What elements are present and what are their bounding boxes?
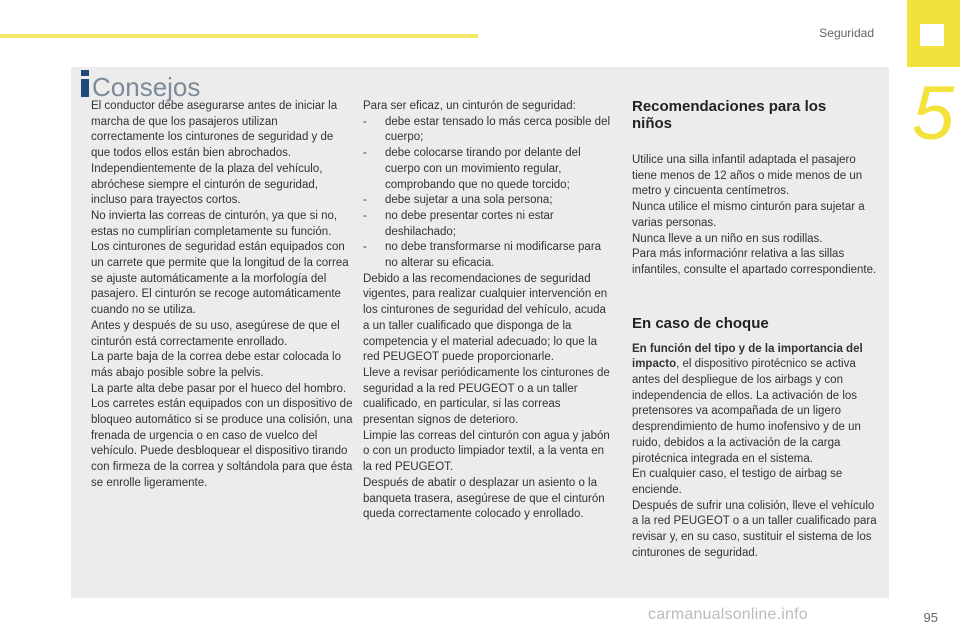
paragraph: El conductor debe asegurarse antes de iniciar la marcha de que los pasajeros utilizan correctamente los cinturones de seguridad y de que todos ellos están bien abrochados. bbox=[91, 100, 338, 160]
paragraph: Después de abatir o desplazar un asiento o la banqueta trasera, asegúrese de que el cinturón queda correctamente colocado y enrollado. bbox=[363, 476, 605, 521]
paragraph: Los carretes están equipados con un dispositivo de bloqueo automático si se produce una colisión, una frenada de urgencia o en caso de vuelco del vehículo. Puede desbloquear el dispositivo tirando con firmeza de la correa y soltándola para que ésta se enrolle ligeramente. bbox=[91, 398, 353, 489]
bold-lead: En función del tipo y de la importancia del impacto bbox=[632, 342, 863, 371]
paragraph: La parte alta debe pasar por el hueco del hombro. bbox=[91, 382, 347, 395]
paragraph: Los cinturones de seguridad están equipados con un carrete que permite que la longitud de la correa se ajuste automáticamente a la morfología del pasajero. El cinturón se recoge automáticamente cuando no se utiliza. bbox=[91, 241, 349, 317]
paragraph: Nunca utilice el mismo cinturón para sujetar a varias personas. bbox=[632, 201, 865, 229]
paragraph: Limpie las correas del cinturón con agua y jabón o con un producto limpiador textil, a la venta en la red PEUGEOT. bbox=[363, 429, 610, 474]
column-1 bbox=[91, 99, 353, 492]
watermark: carmanualsonline.info bbox=[648, 606, 808, 623]
intro-text: Para ser eficaz, un cinturón de seguridad: bbox=[363, 100, 576, 112]
column-2 bbox=[363, 99, 613, 523]
chapter-number: 5 bbox=[911, 71, 955, 156]
paragraph: Después de sufrir una colisión, lleve el vehículo a la red PEUGEOT o a un taller cualificado para revisar y, en su caso, sustituir el sistema de los cinturones de seguridad. bbox=[632, 499, 877, 559]
list-item: - no debe transformarse ni modificarse para no alterar su eficacia. bbox=[363, 241, 602, 270]
column-3 bbox=[632, 98, 882, 561]
heading-crash: En caso de choque bbox=[632, 314, 769, 332]
chapter-tab bbox=[907, 0, 960, 67]
paragraph: Antes y después de su uso, asegúrese de que el cinturón está correctamente enrollado. bbox=[91, 319, 340, 348]
heading-kids: Recomendaciones para los niños bbox=[632, 98, 827, 132]
list-item: - debe colocarse tirando por delante del cuerpo con un movimiento regular, comprobando que no quede torcido; bbox=[363, 147, 581, 191]
paragraph: Nunca lleve a un niño en sus rodillas. bbox=[632, 232, 823, 245]
panel-title: Consejos bbox=[92, 72, 201, 102]
paragraph: Utilice una silla infantil adaptada el pasajero tiene menos de 12 años o mide menos de un metro y cincuenta centímetros. bbox=[632, 154, 863, 198]
list-item: - debe sujetar a una sola persona; bbox=[363, 194, 553, 207]
paragraph: La parte baja de la correa debe estar colocada lo más abajo posible sobre la pelvis. bbox=[91, 351, 341, 379]
paragraph: Lleve a revisar periódicamente los cinturones de seguridad a la red PEUGEOT o a un taller cualificado, en particular, si las correas presentan signos de deterioro. bbox=[363, 366, 610, 427]
crash-text: , el dispositivo pirotécnico se activa antes del despliegue de los airbags y con independencia de ellos. La activación de los pretensores va acompañada de un ligero desprendimiento de humo inofensivo y de un ruido, debidos a la activación de la carga pirotécnica integrada en el sistema. bbox=[632, 358, 861, 465]
list-item: - debe estar tensado lo más cerca posible del cuerpo; bbox=[363, 115, 611, 144]
tab-square-icon bbox=[920, 24, 944, 46]
paragraph: No invierta las correas de cinturón, ya que si no, estas no cumplirían completamente su función. bbox=[91, 209, 338, 238]
page-number: 95 bbox=[923, 610, 938, 625]
paragraph: En cualquier caso, el testigo de airbag se enciende. bbox=[632, 468, 843, 496]
paragraph: Independientemente de la plaza del vehículo, abróchese siempre el cinturón de seguridad, incluso para trayectos cortos. bbox=[91, 162, 323, 207]
paragraph bbox=[632, 342, 882, 468]
paragraph: Para más informaciónr relativa a las sillas infantiles, consulte el apartado correspondiente. bbox=[632, 248, 877, 276]
section-title: Seguridad bbox=[819, 26, 874, 40]
header-rule bbox=[0, 34, 478, 38]
paragraph: Debido a las recomendaciones de seguridad vigentes, para realizar cualquier intervención en los cinturones de seguridad del vehículo, acuda a un taller cualificado que disponga de la competencia y el material adecuado; lo que la red PEUGEOT puede proporcionarle. bbox=[363, 272, 608, 364]
list-item: - no debe presentar cortes ni estar deshilachado; bbox=[363, 209, 554, 238]
